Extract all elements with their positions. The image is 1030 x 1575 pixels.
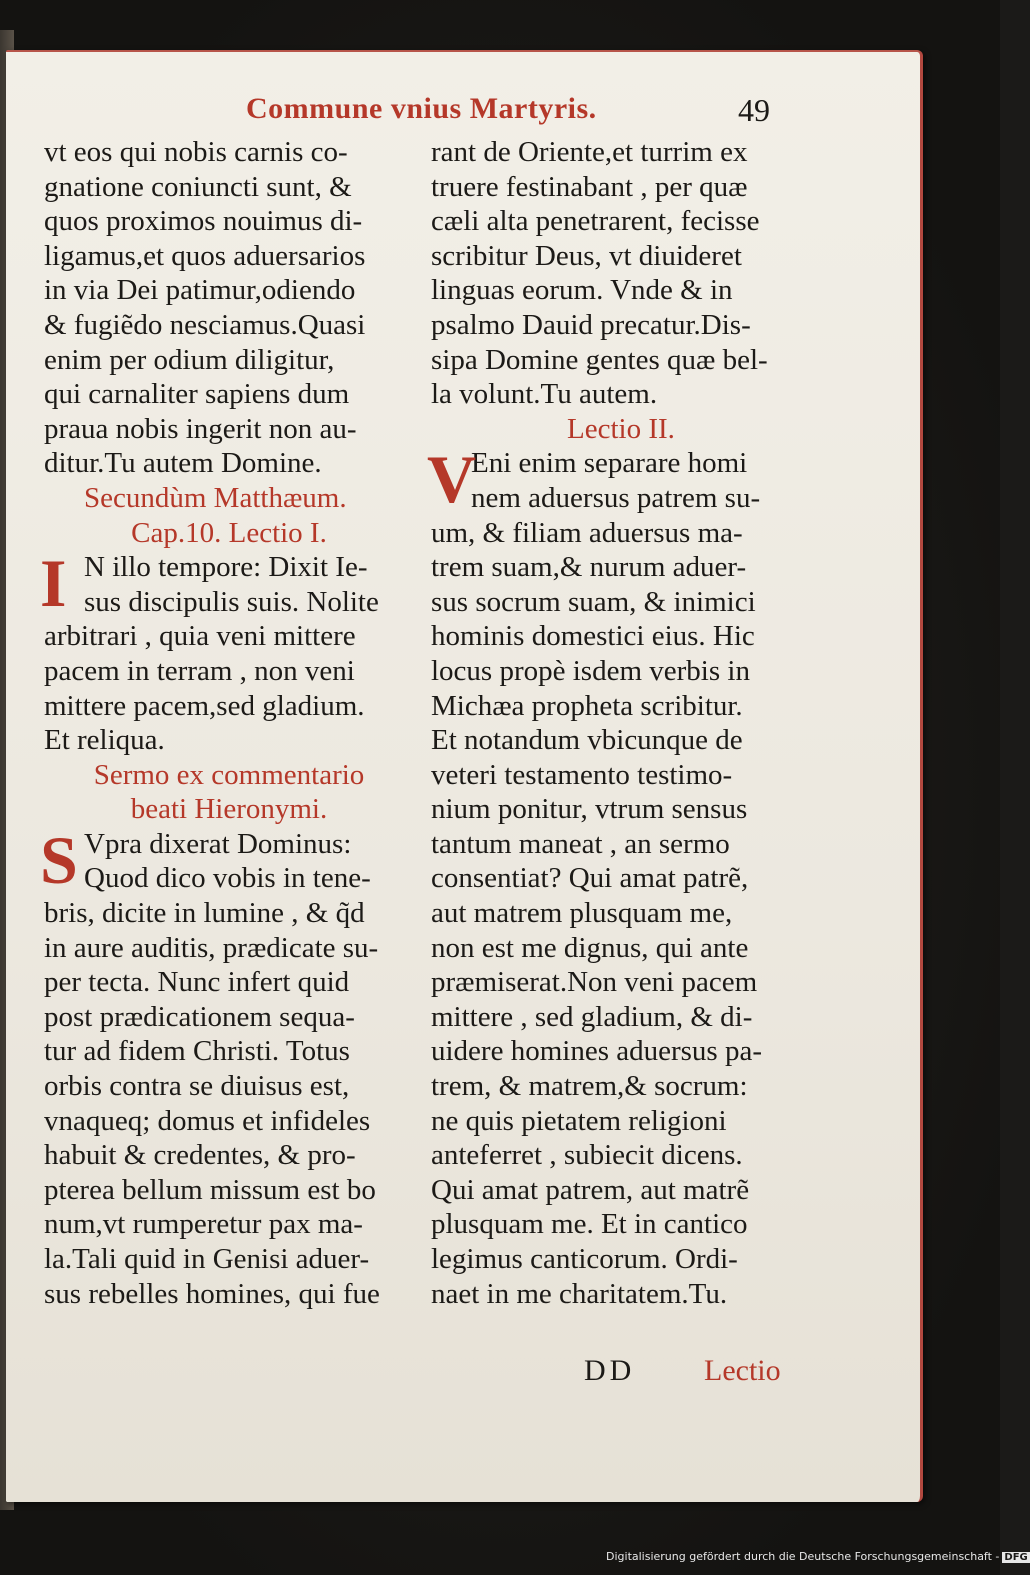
- catchword: Lectio: [704, 1354, 781, 1387]
- text-line: [44, 1242, 414, 1277]
- line-text: tur ad fidem Christi. Totus: [44, 1035, 350, 1068]
- text-line: [44, 446, 414, 481]
- text-line: [44, 1207, 414, 1242]
- text-line: [431, 170, 811, 205]
- line-text: per tecta. Nunc infert quid: [44, 966, 350, 999]
- line-text: Qui amat patrem, aut matrẽ: [431, 1173, 750, 1206]
- line-text: Secundùm Matthæum.: [84, 481, 347, 514]
- text-line: [431, 1000, 811, 1035]
- line-text: Et notandum vbicunque de: [431, 724, 743, 757]
- line-text: vnaqueq; domus et infideles: [44, 1104, 371, 1137]
- text-line: [44, 1069, 414, 1104]
- line-text: psalmo Dauid precatur.Dis-: [431, 308, 751, 341]
- line-text: trem, & matrem,& socrum:: [431, 1070, 748, 1103]
- text-line: [431, 965, 811, 1000]
- text-line: [431, 1242, 811, 1277]
- text-line: [431, 1207, 811, 1242]
- line-text: la.Tali quid in Genisi aduer-: [44, 1243, 370, 1275]
- line-text: plusquam me. Et in cantico: [431, 1208, 748, 1241]
- line-text: quos proximos nouimus di-: [44, 205, 363, 238]
- text-line: [431, 654, 811, 689]
- line-text: anteferret , subiecit dicens.: [431, 1139, 743, 1172]
- line-text: nem aduersus patrem su-: [471, 481, 761, 514]
- text-line: [44, 170, 414, 205]
- signature-mark: DD: [584, 1354, 636, 1387]
- line-text: Vpra dixerat Dominus:: [84, 827, 352, 860]
- text-line: [431, 377, 811, 412]
- line-text: Cap.10. Lectio I.: [131, 516, 327, 549]
- text-line: [44, 1277, 414, 1312]
- text-line: [44, 1138, 414, 1173]
- text-line: [431, 1104, 811, 1139]
- line-text: naet in me charitatem.Tu.: [431, 1277, 728, 1310]
- text-line: [431, 585, 811, 620]
- text-line: [431, 896, 811, 931]
- line-text: in via Dei patimur,odiendo: [44, 274, 356, 307]
- dfg-logo: DFG: [1004, 1552, 1028, 1563]
- text-line: [44, 723, 414, 758]
- line-text: vt eos qui nobis carnis co-: [44, 136, 348, 168]
- line-text: hominis domestici eius. Hic: [431, 620, 755, 653]
- rubric-line: [431, 412, 811, 447]
- line-text: ditur.Tu autem Domine.: [44, 447, 322, 480]
- line-text: aut matrem plusquam me,: [431, 897, 733, 930]
- text-line: [44, 689, 414, 724]
- text-line: [431, 343, 811, 378]
- text-line: [44, 619, 414, 654]
- text-line: [44, 585, 414, 620]
- line-text: habuit & credentes, & pro-: [44, 1139, 356, 1172]
- drop-capital: I: [40, 545, 67, 622]
- line-text: N illo tempore: Dixit Ie-: [84, 551, 368, 584]
- line-text: consentiat? Qui amat patrẽ,: [431, 862, 749, 895]
- text-line: [431, 689, 811, 724]
- rubric-line: [44, 481, 414, 516]
- line-text: post prædicationem sequa-: [44, 1000, 355, 1033]
- book-page: [6, 50, 923, 1502]
- line-text: arbitrari , quia veni mittere: [44, 620, 356, 653]
- text-line: [44, 239, 414, 274]
- line-text: qui carnaliter sapiens dum: [44, 378, 350, 411]
- line-text: nium ponitur, vtrum sensus: [431, 793, 748, 826]
- text-line: [44, 1000, 414, 1035]
- line-text: rant de Oriente,et turrim ex: [431, 136, 748, 168]
- text-line: [431, 758, 811, 793]
- text-line: [44, 135, 414, 170]
- line-text: pterea bellum missum est bo: [44, 1173, 376, 1206]
- line-text: trem suam,& nurum aduer-: [431, 551, 747, 584]
- line-text: beati Hieronymi.: [130, 793, 328, 826]
- text-line: [431, 308, 811, 343]
- line-text: orbis contra se diuisus est,: [44, 1070, 350, 1103]
- text-line: [431, 516, 811, 551]
- text-line: [431, 1138, 811, 1173]
- text-line: [44, 377, 414, 412]
- text-line: [431, 1173, 811, 1208]
- text-line: [44, 273, 414, 308]
- text-line: [44, 861, 414, 896]
- line-text: in aure auditis, prædicate su-: [44, 931, 379, 964]
- line-text: ligamus,et quos aduersarios: [44, 239, 366, 272]
- text-line: [44, 654, 414, 689]
- text-line: [44, 931, 414, 966]
- text-line: [431, 723, 811, 758]
- line-text: truere festinabant , per quæ: [431, 170, 748, 203]
- line-text: præmiserat.Non veni pacem: [431, 966, 758, 999]
- text-line: [431, 827, 811, 862]
- text-line: [431, 1069, 811, 1104]
- line-text: ne quis pietatem religioni: [431, 1104, 727, 1137]
- line-text: mittere pacem,sed gladium.: [44, 689, 365, 722]
- text-line: [44, 1173, 414, 1208]
- line-text: mittere , sed gladium, & di-: [431, 1000, 753, 1033]
- text-line: [44, 412, 414, 447]
- line-text: num,vt rumperetur pax ma-: [44, 1208, 363, 1241]
- line-text: Michæa propheta scribitur.: [431, 689, 743, 722]
- text-line: [431, 135, 811, 170]
- text-line: [431, 239, 811, 274]
- text-line: [431, 861, 811, 896]
- line-text: sus rebelles homines, qui fue: [44, 1277, 380, 1310]
- rubric-line: [44, 758, 414, 793]
- line-text: Lectio II.: [567, 412, 675, 445]
- text-line: [431, 481, 811, 516]
- text-line: [431, 619, 811, 654]
- text-line: [44, 343, 414, 378]
- line-text: praua nobis ingerit non au-: [44, 412, 357, 445]
- line-text: gnatione coniuncti sunt, &: [44, 170, 352, 203]
- digitization-credit: [606, 1550, 1030, 1563]
- drop-capital: S: [40, 821, 78, 898]
- text-line: [431, 273, 811, 308]
- rubric-line: [44, 792, 414, 827]
- rubric-line: [44, 516, 414, 551]
- line-text: um, & filiam aduersus ma-: [431, 516, 743, 549]
- right-text-column: [427, 135, 811, 1311]
- line-text: uidere homines aduersus pa-: [431, 1035, 762, 1068]
- line-text: Eni enim separare homi: [471, 447, 748, 480]
- text-line: [431, 1277, 811, 1312]
- text-line: [431, 792, 811, 827]
- line-text: tantum maneat , an sermo: [431, 827, 730, 860]
- line-text: enim per odium diligitur,: [44, 343, 335, 376]
- text-line: [431, 1034, 811, 1069]
- text-line: [44, 1034, 414, 1069]
- credit-text: Digitalisierung gefördert durch die Deutsche Forschungsgemeinschaft -: [606, 1550, 1000, 1563]
- text-line: [431, 204, 811, 239]
- line-text: sus discipulis suis. Nolite: [84, 585, 379, 618]
- line-text: bris, dicite in lumine , & q̃d: [44, 897, 365, 930]
- line-text: non est me dignus, qui ante: [431, 931, 749, 964]
- line-text: sipa Domine gentes quæ bel-: [431, 343, 768, 376]
- text-line: [44, 965, 414, 1000]
- line-text: scribitur Deus, vt diuideret: [431, 239, 742, 272]
- line-text: Et reliqua.: [44, 724, 165, 757]
- text-line: [44, 308, 414, 343]
- text-line: [431, 550, 811, 585]
- drop-capital: V: [427, 441, 477, 518]
- line-text: legimus canticorum. Ordi-: [431, 1243, 738, 1275]
- line-text: Quod dico vobis in tene-: [84, 862, 371, 895]
- line-text: linguas eorum. Vnde & in: [431, 274, 733, 307]
- line-text: locus propè isdem verbis in: [431, 654, 750, 687]
- line-text: la volunt.Tu autem.: [431, 378, 658, 411]
- page-number: 49: [738, 92, 770, 128]
- text-line: [431, 931, 811, 966]
- line-text: sus socrum suam, & inimici: [431, 585, 756, 618]
- text-line: [44, 204, 414, 239]
- text-line: [44, 896, 414, 931]
- left-text-column: [40, 135, 414, 1311]
- line-text: Sermo ex commentario: [93, 758, 365, 791]
- text-line: [44, 1104, 414, 1139]
- line-text: veteri testamento testimo-: [431, 758, 733, 791]
- line-text: & fugiẽdo nesciamus.Quasi: [44, 308, 366, 341]
- line-text: cæli alta penetrarent, fecisse: [431, 205, 760, 238]
- running-title: Commune vnius Martyris.: [246, 92, 597, 125]
- line-text: pacem in terram , non veni: [44, 654, 355, 687]
